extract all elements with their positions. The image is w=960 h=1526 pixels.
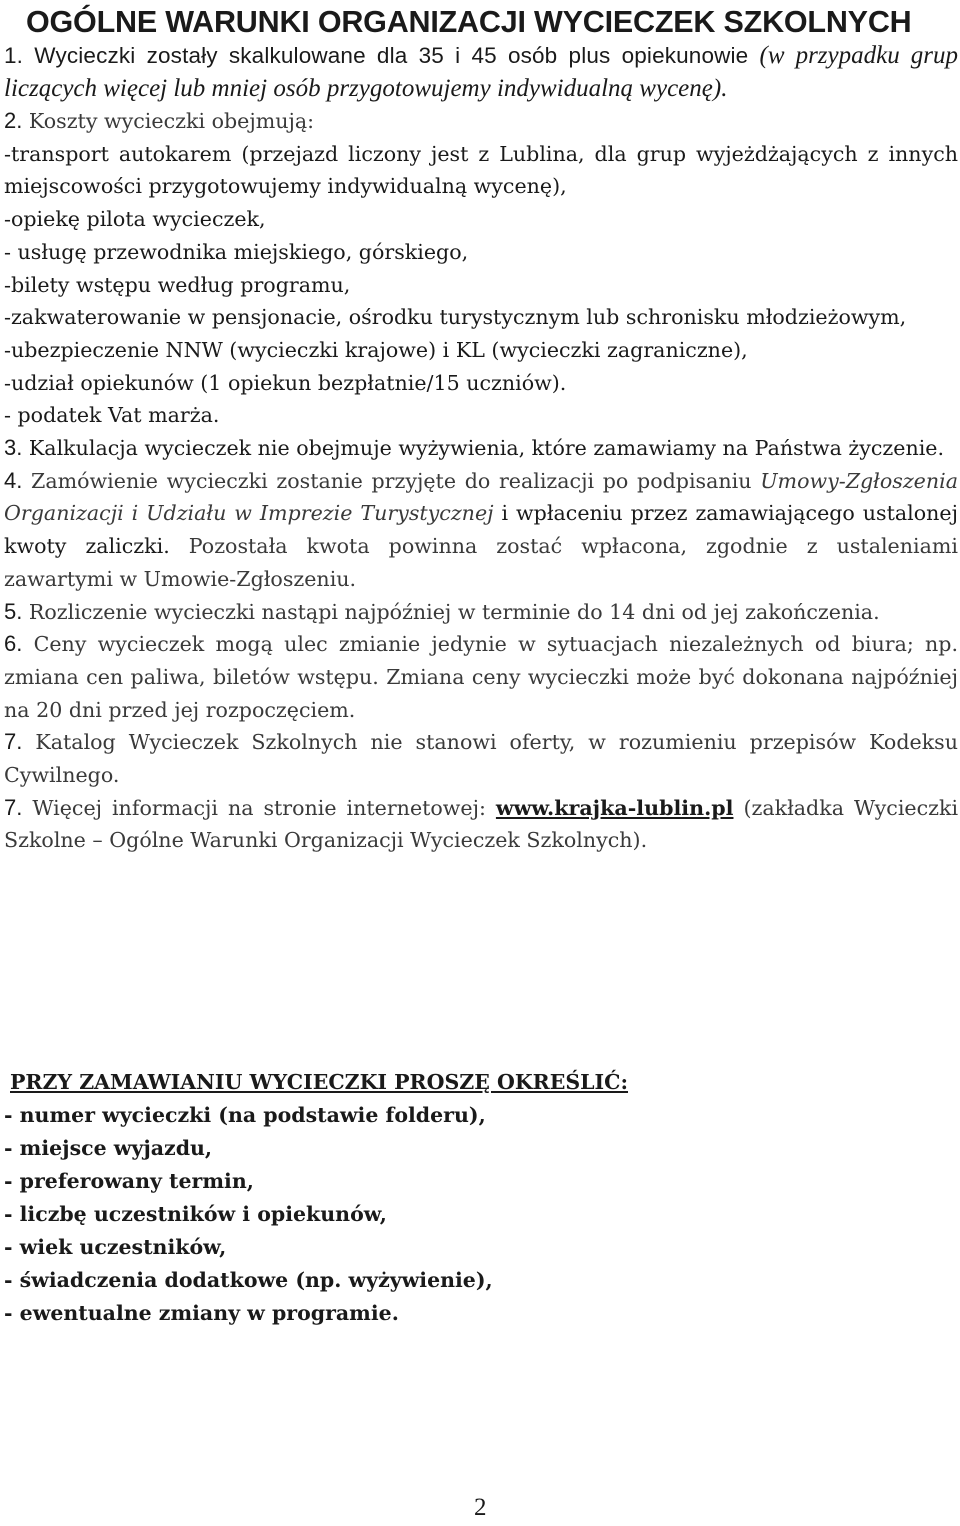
section-4-text-after: i wpłaceniu przez zamawiającego ustalonej kwoty zaliczki. [4, 501, 958, 559]
section-4-text-rest: Pozostała kwota powinna zostać wpłacona, zgodnie z ustaleniami zawartymi w Umowie-Zgłoszeniu. [4, 534, 958, 591]
section-2-item: -udział opiekunów (1 opiekun bezpłatnie/15 uczniów). [4, 370, 567, 395]
section-7b [4, 792, 958, 857]
website-link[interactable]: www.krajka-lublin.pl [495, 795, 734, 820]
section-3-number: 3. [4, 435, 23, 461]
section-1-text: Wycieczki zostały skalkulowane dla 35 i 45 osób plus opiekunowie [34, 43, 749, 68]
section-2-heading: Koszty wycieczki obejmują: [28, 109, 315, 133]
section-4 [4, 465, 958, 596]
section-2-item: - podatek Vat marża. [4, 403, 220, 428]
section-5 [4, 596, 958, 629]
order-heading: PRZY ZAMAWIANIU WYCIECZKI PROSZĘ OKREŚLIĆ: [10, 1070, 629, 1094]
section-3 [4, 432, 958, 465]
section-5-text: Rozliczenie wycieczki nastąpi najpóźniej w terminie do 14 dni od jej zakończenia. [28, 599, 880, 624]
section-2-item: -transport autokarem (przejazd liczony jest z Lublina, dla grup wyjeżdżających z innych miejscowości przygotowujemy indywidualną wycenę), [4, 141, 958, 199]
section-4-number: 4. [4, 467, 23, 493]
section-6 [4, 628, 958, 726]
section-6-number: 6. [4, 631, 23, 657]
document-title: OGÓLNE WARUNKI ORGANIZACJI WYCIECZEK SZKOLNYCH [26, 5, 912, 39]
order-item: - ewentualne zmiany w programie. [4, 1301, 399, 1325]
section-7a-number: 7. [4, 729, 23, 755]
section-5-number: 5. [4, 598, 23, 624]
section-6-text-rest: Zmiana ceny wycieczki może być dokonana najpóźniej na 20 dni przed jej rozpoczęciem. [4, 664, 958, 722]
document-page [4, 4, 958, 857]
section-7b-number: 7. [4, 794, 23, 820]
section-1-italic: (w przypadku grup liczących więcej lub mniej osób przygotowujemy indywidualną wycenę). [4, 42, 958, 102]
section-1-number: 1. [4, 43, 24, 68]
section-7a-text: Katalog Wycieczek Szkolnych nie stanowi oferty, w rozumieniu przepisów Kodeksu Cywilnego. [4, 730, 959, 788]
section-7b-text-before: Więcej informacji na stronie internetowej: [32, 795, 486, 820]
order-item: - liczbę uczestników i opiekunów, [4, 1202, 387, 1226]
order-item: - miejsce wyjazdu, [4, 1136, 213, 1160]
section-2-number: 2. [4, 108, 23, 133]
section-7a [4, 726, 958, 791]
section-2-heading-line [4, 105, 958, 138]
section-1 [4, 40, 958, 105]
order-item: - wiek uczestników, [4, 1235, 227, 1259]
order-item: - świadczenia dodatkowe (np. wyżywienie), [4, 1268, 493, 1292]
order-item: - preferowany termin, [4, 1169, 254, 1193]
section-4-italic: Umowy-Zgłoszenia Organizacji i Udziału w Imprezie Turystycznej [4, 468, 958, 526]
section-6-text: Ceny wycieczek mogą ulec zmianie jedynie w sytuacjach niezależnych od biura; np. zmiana cen paliwa, biletów wstępu. [4, 632, 959, 689]
order-requirements [4, 1066, 958, 1330]
section-7b-text-after: (zakładka Wycieczki Szkolne – Ogólne Warunki Organizacji Wycieczek Szkolnych). [4, 795, 959, 853]
section-2-item: - usługę przewodnika miejskiego, górskiego, [4, 239, 469, 264]
order-item: - numer wycieczki (na podstawie folderu), [4, 1103, 486, 1127]
document-body [4, 40, 958, 857]
section-4-text-before: Zamówienie wycieczki zostanie przyjęte do realizacji po podpisaniu [31, 468, 752, 493]
section-2-item: -zakwaterowanie w pensjonacie, ośrodku turystycznym lub schronisku młodzieżowym, [4, 305, 907, 330]
section-2-item: -bilety wstępu według programu, [4, 272, 351, 297]
page-number: 2 [474, 1494, 487, 1521]
section-2-item: -ubezpieczenie NNW (wycieczki krajowe) i KL (wycieczki zagraniczne), [4, 337, 748, 362]
section-3-text: Kalkulacja wycieczek nie obejmuje wyżywienia, które zamawiamy na Państwa życzenie. [28, 436, 945, 461]
section-2-item: -opiekę pilota wycieczek, [4, 207, 266, 232]
